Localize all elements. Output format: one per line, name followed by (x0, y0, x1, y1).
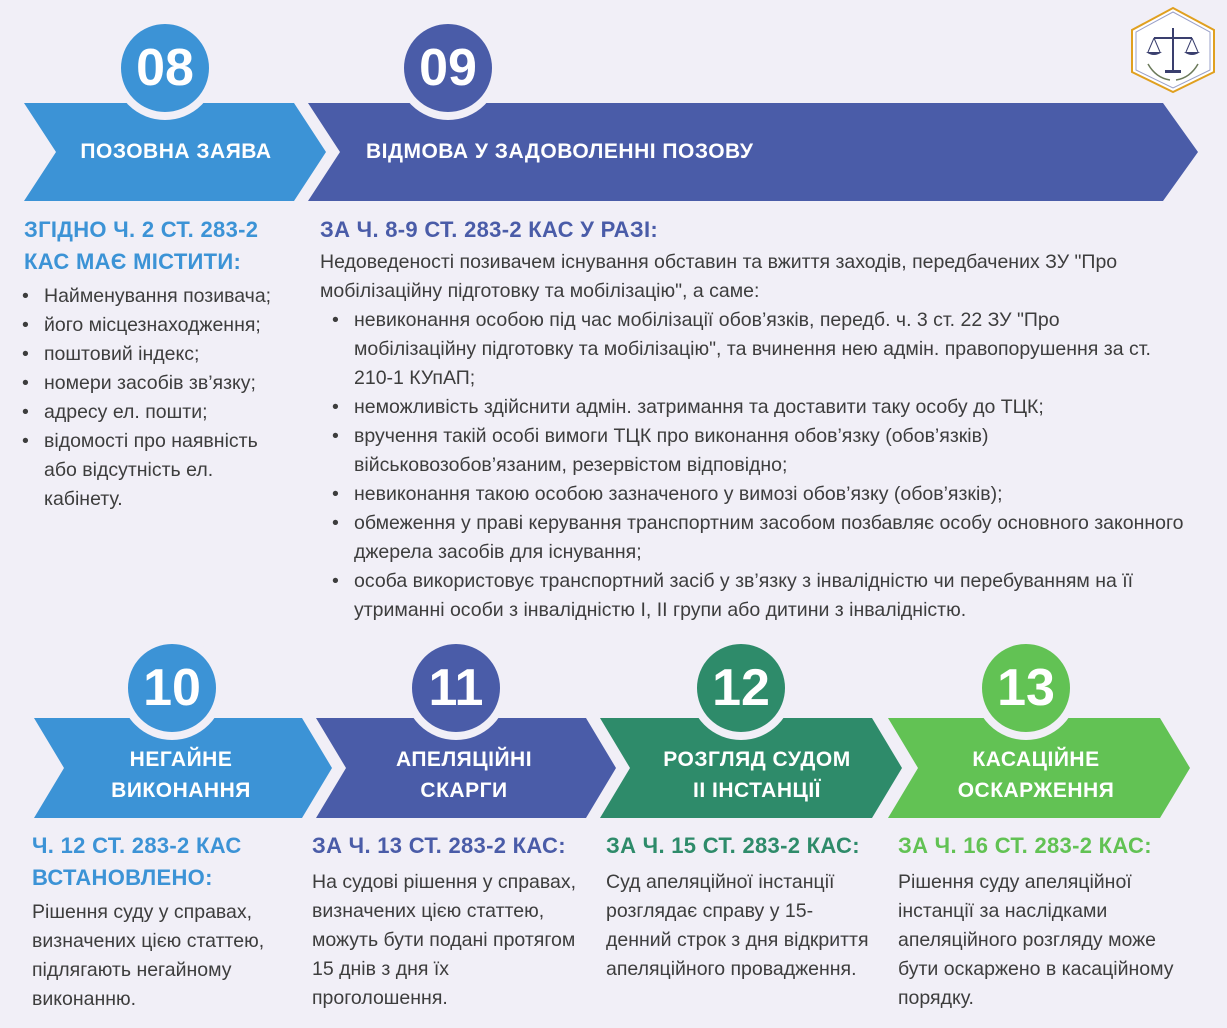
list-item: • невиконання такою особою зазначеного у вимозі обов’язку (обов’язків); (354, 480, 1206, 509)
logo (1126, 6, 1220, 94)
list-item: • його місцезнаходження; (44, 311, 310, 340)
list-item: • Найменування позивача; (44, 282, 310, 311)
step-08-heading-line1: ЗГІДНО Ч. 2 СТ. 283-2 (24, 217, 259, 242)
step-10-heading-line1: Ч. 12 СТ. 283-2 КАС (32, 833, 242, 858)
step-08-list (20, 282, 310, 514)
step-09-intro: Недоведеності позивачем існування обставин та вжиття заходів, передбачених ЗУ "Про мобілізаційну підготовку та мобілізацію", а саме: (320, 251, 1118, 302)
scales-of-justice-icon (1126, 6, 1220, 94)
step-09-list (330, 306, 1206, 625)
step-08-number: 08 (113, 16, 217, 120)
step-09-number: 09 (396, 16, 500, 120)
step-12-title-line2: ІІ ІНСТАНЦІЇ (693, 779, 821, 802)
list-item: • номери засобів зв’язку; (44, 369, 310, 398)
list-item: • обмеження у праві керування транспортним засобом позбавляє особу основного законного джерела засобів для існування; (354, 509, 1206, 567)
step-11-title-line1: АПЕЛЯЦІЙНІ (395, 748, 533, 771)
list-item: • вручення такій особі вимоги ТЦК про виконання обов’язку (обов’язків) військовозобов’язаним, резервістом відповідно; (354, 422, 1114, 480)
step-11-text: На судові рішення у справах, визначених цією статтею, можуть бути подані протягом 15 днів з дня їх проголошення. (312, 871, 577, 1009)
step-12-text: Суд апеляційної інстанції розглядає справу у 15-денний строк з дня відкриття апеляційного провадження. (606, 871, 869, 980)
step-12-heading: ЗА Ч. 15 СТ. 283-2 КАС: (606, 833, 860, 858)
list-item: • невиконання особою під час мобілізації обов’язків, передб. ч. 3 ст. 22 ЗУ "Про мобілізаційну підготовку та мобілізацію", та вчинення нею адмін. правопорушення за ст. 210-1 КУпАП; (354, 306, 1154, 393)
step-08-title: ПОЗОВНА ЗАЯВА (80, 140, 272, 163)
step-10-text: Рішення суду у справах, визначених цією статтею, підлягають негайному виконанню. (32, 901, 265, 1010)
list-item: • неможливість здійснити адмін. затримання та доставити таку особу до ТЦК; (354, 393, 1206, 422)
step-08-heading-line2: КАС МАЄ МІСТИТИ: (24, 249, 242, 274)
step-12-number: 12 (689, 636, 793, 740)
step-13-number: 13 (974, 636, 1078, 740)
step-09-title: ВІДМОВА У ЗАДОВОЛЕННІ ПОЗОВУ (366, 140, 754, 163)
step-13-text: Рішення суду апеляційної інстанції за наслідками апеляційного розгляду може бути оскаржено в касаційному порядку. (898, 871, 1174, 1009)
list-item: • адресу ел. пошти; (44, 398, 310, 427)
list-item: • особа використовує транспортний засіб у зв’язку з інвалідністю чи перебуванням на її утриманні особи з інвалідністю I, II групи або дитини з інвалідністю. (354, 567, 1206, 625)
step-12-title-line1: РОЗГЛЯД СУДОМ (663, 748, 851, 771)
step-10-heading-line2: ВСТАНОВЛЕНО: (32, 865, 213, 890)
step-11-heading: ЗА Ч. 13 СТ. 283-2 КАС: (312, 833, 566, 858)
step-13-title-line1: КАСАЦІЙНЕ (972, 748, 1100, 771)
step-10-number: 10 (120, 636, 224, 740)
step-10-heading (32, 830, 242, 894)
list-item: • поштовий індекс; (44, 340, 310, 369)
step-13-title-line2: ОСКАРЖЕННЯ (957, 779, 1115, 802)
step-08-heading (24, 214, 258, 278)
step-10-title-line2: ВИКОНАННЯ (111, 779, 251, 802)
step-10-title-line1: НЕГАЙНЕ (129, 748, 233, 771)
step-09-heading: ЗА Ч. 8-9 СТ. 283-2 КАС У РАЗІ: (320, 217, 658, 242)
list-item: • відомості про наявність або відсутність ел. кабінету. (44, 427, 294, 514)
step-11-title-line2: СКАРГИ (420, 779, 508, 802)
step-11-number: 11 (404, 636, 508, 740)
step-13-heading: ЗА Ч. 16 СТ. 283-2 КАС: (898, 833, 1152, 858)
